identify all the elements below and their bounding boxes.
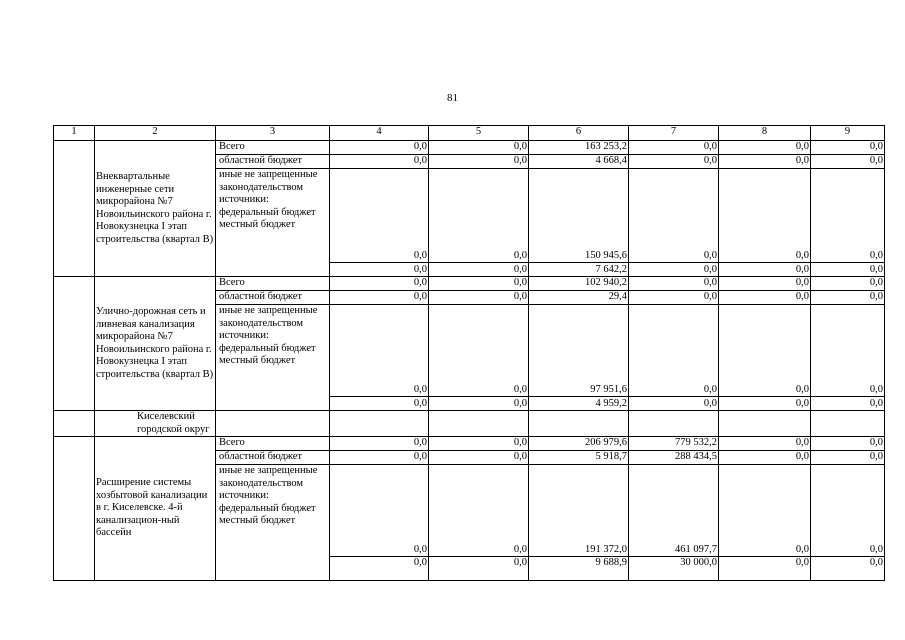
row-number-cell	[54, 277, 95, 411]
source-label: областной бюджет	[216, 291, 330, 305]
col-header-9: 9	[811, 126, 885, 141]
value-cell: 0,0	[719, 277, 811, 291]
value-cell: 29,4	[529, 291, 629, 305]
value-cell: 0,0	[330, 291, 429, 305]
budget-table	[53, 125, 885, 581]
empty-cell	[629, 411, 719, 437]
table-row	[54, 277, 885, 291]
value-cell: 97 951,6	[529, 305, 629, 397]
source-label: Всего	[216, 277, 330, 291]
value-cell: 0,0	[719, 169, 811, 263]
source-label: Всего	[216, 141, 330, 155]
source-label	[216, 169, 330, 277]
source-label	[216, 465, 330, 581]
value-cell: 0,0	[429, 277, 529, 291]
value-cell: 0,0	[429, 465, 529, 557]
col-header-8: 8	[719, 126, 811, 141]
value-cell: 0,0	[330, 397, 429, 411]
value-cell: 163 253,2	[529, 141, 629, 155]
value-cell: 0,0	[330, 305, 429, 397]
value-cell: 0,0	[811, 437, 885, 451]
value-cell: 0,0	[629, 291, 719, 305]
source-label: областной бюджет	[216, 451, 330, 465]
col-header-6: 6	[529, 126, 629, 141]
col-header-2: 2	[95, 126, 216, 141]
value-cell: 0,0	[629, 169, 719, 263]
row-number-cell	[54, 411, 95, 437]
value-cell: 0,0	[330, 465, 429, 557]
value-cell: 4 668,4	[529, 155, 629, 169]
value-cell: 0,0	[629, 397, 719, 411]
table-row	[54, 437, 885, 451]
source-label-text: иные не запрещенные законодательством источники: федеральный бюджет	[219, 169, 318, 218]
value-cell: 0,0	[330, 263, 429, 277]
value-cell: 0,0	[629, 155, 719, 169]
col-header-7: 7	[629, 126, 719, 141]
value-cell: 0,0	[719, 263, 811, 277]
value-cell: 0,0	[811, 263, 885, 277]
value-cell: 0,0	[719, 437, 811, 451]
source-label-text: местный бюджет	[219, 515, 296, 526]
value-cell: 0,0	[429, 263, 529, 277]
value-cell: 0,0	[811, 397, 885, 411]
value-cell: 0,0	[429, 305, 529, 397]
value-cell: 0,0	[719, 141, 811, 155]
source-label-text: местный бюджет	[219, 355, 296, 366]
value-cell: 0,0	[330, 451, 429, 465]
source-label	[216, 305, 330, 411]
value-cell: 0,0	[719, 291, 811, 305]
value-cell: 150 945,6	[529, 169, 629, 263]
value-cell: 0,0	[629, 277, 719, 291]
value-cell: 0,0	[429, 141, 529, 155]
section-title: Киселевский городской округ	[95, 411, 216, 437]
source-label-text: местный бюджет	[219, 219, 296, 230]
empty-cell	[330, 411, 429, 437]
value-cell: 0,0	[719, 397, 811, 411]
value-cell: 0,0	[629, 263, 719, 277]
source-label: областной бюджет	[216, 155, 330, 169]
empty-cell	[429, 411, 529, 437]
row-number-cell	[54, 437, 95, 581]
value-cell: 0,0	[811, 557, 885, 581]
value-cell: 0,0	[719, 465, 811, 557]
row-number-cell	[54, 141, 95, 277]
value-cell: 288 434,5	[629, 451, 719, 465]
source-label: Всего	[216, 437, 330, 451]
section-row	[54, 411, 885, 437]
value-cell: 0,0	[330, 169, 429, 263]
value-cell: 0,0	[429, 169, 529, 263]
value-cell: 0,0	[429, 437, 529, 451]
value-cell: 0,0	[811, 277, 885, 291]
empty-cell	[529, 411, 629, 437]
object-name: Внеквартальные инженерные сети микрорайона №7 Новоильинского района г. Новокузнецка I этап строительства (квартал В)	[95, 141, 216, 277]
value-cell: 0,0	[811, 451, 885, 465]
value-cell: 102 940,2	[529, 277, 629, 291]
value-cell: 779 532,2	[629, 437, 719, 451]
value-cell: 0,0	[719, 451, 811, 465]
value-cell: 0,0	[811, 291, 885, 305]
header-row	[54, 126, 885, 141]
source-label-text: иные не запрещенные законодательством источники: федеральный бюджет	[219, 465, 318, 514]
empty-cell	[811, 411, 885, 437]
col-header-5: 5	[429, 126, 529, 141]
value-cell: 0,0	[719, 155, 811, 169]
value-cell: 0,0	[330, 437, 429, 451]
col-header-3: 3	[216, 126, 330, 141]
value-cell: 0,0	[719, 305, 811, 397]
value-cell: 5 918,7	[529, 451, 629, 465]
value-cell: 0,0	[330, 155, 429, 169]
value-cell: 0,0	[330, 277, 429, 291]
value-cell: 0,0	[330, 557, 429, 581]
col-header-4: 4	[330, 126, 429, 141]
value-cell: 0,0	[719, 557, 811, 581]
value-cell: 4 959,2	[529, 397, 629, 411]
value-cell: 0,0	[811, 465, 885, 557]
source-label-text: иные не запрещенные законодательством источники: федеральный бюджет	[219, 305, 318, 354]
value-cell: 0,0	[429, 397, 529, 411]
value-cell: 0,0	[811, 141, 885, 155]
table-row	[54, 141, 885, 155]
value-cell: 191 372,0	[529, 465, 629, 557]
value-cell: 0,0	[811, 155, 885, 169]
value-cell: 9 688,9	[529, 557, 629, 581]
value-cell: 0,0	[629, 305, 719, 397]
value-cell: 0,0	[811, 305, 885, 397]
object-name: Расширение системы хозбытовой канализации в г. Киселевске. 4-й канализацион-ный бассейн	[95, 437, 216, 581]
value-cell: 0,0	[429, 451, 529, 465]
col-header-1: 1	[54, 126, 95, 141]
value-cell: 206 979,6	[529, 437, 629, 451]
value-cell: 461 097,7	[629, 465, 719, 557]
empty-cell	[719, 411, 811, 437]
value-cell: 7 642,2	[529, 263, 629, 277]
value-cell: 0,0	[330, 141, 429, 155]
value-cell: 0,0	[629, 141, 719, 155]
value-cell: 0,0	[429, 557, 529, 581]
empty-cell	[216, 411, 330, 437]
value-cell: 0,0	[429, 155, 529, 169]
value-cell: 30 000,0	[629, 557, 719, 581]
object-name: Улично-дорожная сеть и ливневая канализация микрорайона №7 Новоильинского района г. Новокузнецка I этап строительства (квартал В)	[95, 277, 216, 411]
value-cell: 0,0	[811, 169, 885, 263]
value-cell: 0,0	[429, 291, 529, 305]
page-number: 81	[447, 92, 458, 104]
